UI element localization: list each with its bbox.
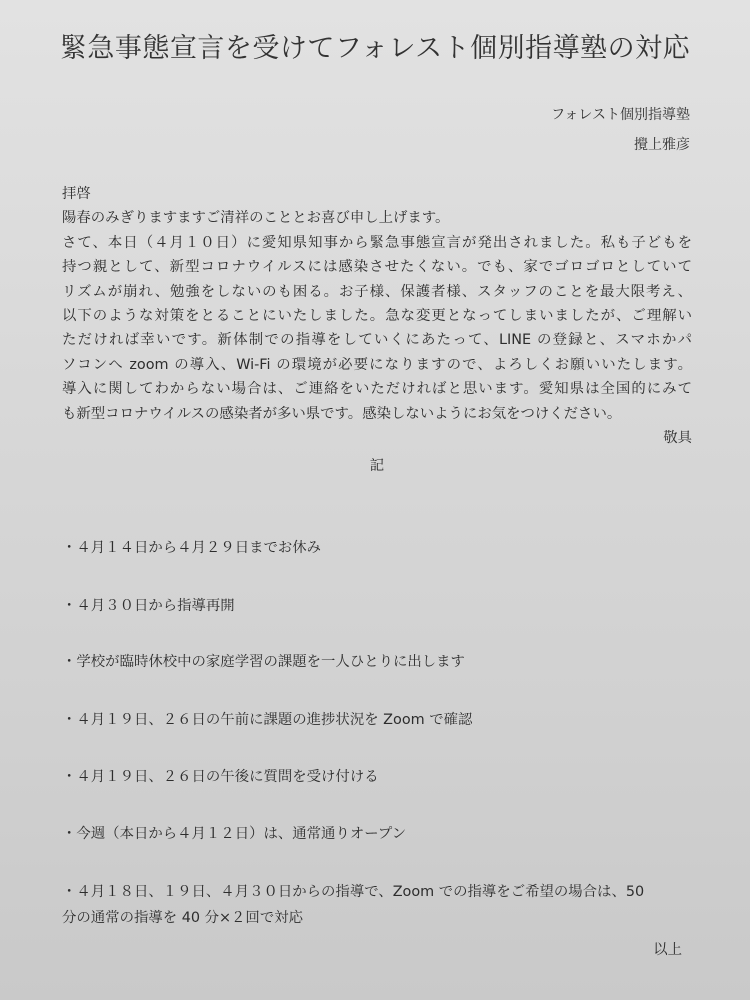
paragraph-line: も新型コロナウイルスの感染者が多い県です。感染しないようにお気をつけください。 <box>62 405 622 422</box>
document-title: 緊急事態宣言を受けてフォレスト個別指導塾の対応 <box>59 33 691 64</box>
end-mark: 以上 <box>653 942 682 958</box>
list-item: ・４月３０日から指導再開 <box>62 598 235 614</box>
list-item-continuation: 分の通常の指導を 40 分×２回で対応 <box>62 910 303 926</box>
paragraph-line: 導入に関してわからない場合は、ご連絡をいただければと思います。愛知県は全国的にみて <box>62 381 692 398</box>
list-item: ・４月１９日、２６日の午後に質問を受け付ける <box>62 769 379 785</box>
seasonal-greeting: 陽春のみぎりますますご清祥のこととお喜び申し上げます。 <box>62 210 450 227</box>
paragraph-line: さて、本日（４月１０日）に愛知県知事から緊急事態宣言が発出されました。私も子どもを <box>62 234 692 251</box>
sender-name: 攪上雅彦 <box>634 137 690 153</box>
closing-salutation: 敬具 <box>663 429 692 446</box>
sender-organization: フォレスト個別指導塾 <box>551 107 690 123</box>
paragraph-line: 持つ親として、新型コロナウイルスには感染させたくない。でも、家でゴロゴロとしていて <box>62 259 692 276</box>
list-item: ・学校が臨時休校中の家庭学習の課題を一人ひとりに出します <box>62 654 465 670</box>
paragraph-line: リズムが崩れ、勉強をしないのも困る。お子様、保護者様、スタッフのことを最大限考え、 <box>62 283 692 300</box>
list-item: ・今週（本日から４月１２日）は、通常通りオープン <box>62 826 407 842</box>
letter-body <box>62 182 692 479</box>
notes-heading: 記 <box>369 458 385 475</box>
opening-salutation: 拝啓 <box>62 186 91 202</box>
list-item: ・４月１８日、１９日、４月３０日からの指導で、Zoom での指導をご希望の場合は、50 <box>62 884 645 900</box>
paragraph-line: ソコンへ zoom の導入、Wi-Fi の環境が必要になりますので、よろしくお願いいたします。 <box>62 356 692 373</box>
paragraph-line: 以下のような対策をとることにいたしました。急な変更となってしまいましたが、ご理解い <box>62 307 692 324</box>
list-item: ・４月１４日から４月２９日までお休み <box>62 540 322 556</box>
list-item: ・４月１９日、２６日の午前に課題の進捗状況を Zoom で確認 <box>62 712 473 728</box>
paragraph-line: ただければ幸いです。新体制での指導をしていくにあたって、LINE の登録と、スマホかパ <box>62 332 692 349</box>
